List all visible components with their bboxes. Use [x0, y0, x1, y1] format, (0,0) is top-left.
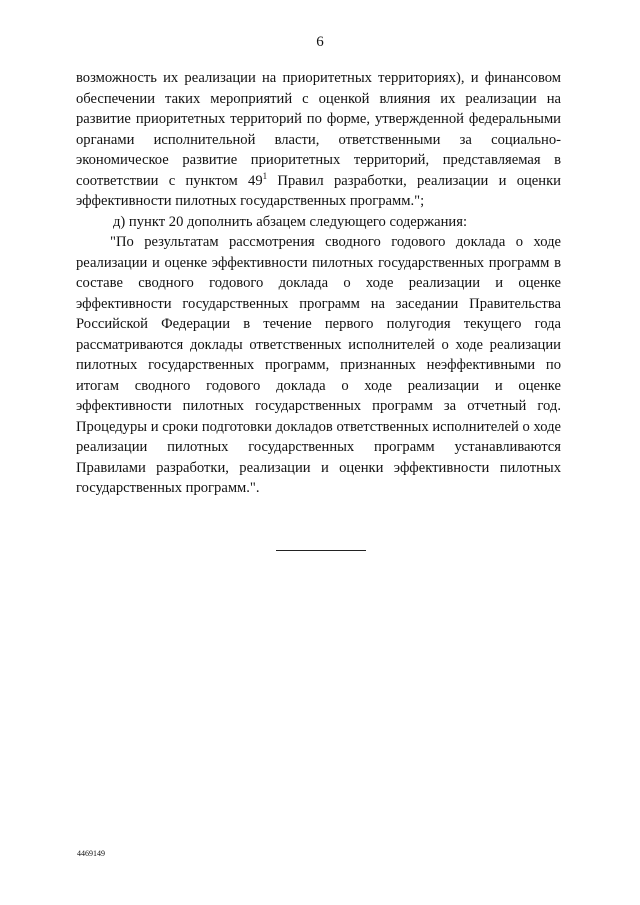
- paragraph-continuation-tail: Правил разработки, реализации и оценки эффективности пилотных государственных программ.";: [76, 172, 561, 209]
- paragraph-item-d: д) пункт 20 дополнить абзацем следующего содержания:: [113, 213, 468, 230]
- page-number: 6: [316, 34, 324, 50]
- end-separator-line: [276, 550, 366, 551]
- paragraph-continuation-text: возможность их реализации на приоритетных территориях), и финансовом обеспечении таких мероприятий с оценкой влияния их реализации на развитие приоритетных территорий по форме, утвержденной федеральными органами исполнительной власти, ответственными за социально-экономическое развитие приоритетных территорий, представляемая в соответствии с пунктом 49: [76, 70, 561, 189]
- paragraph-continuation: [76, 68, 561, 212]
- paragraph-quote: "По результатам рассмотрения сводного годового доклада о ходе реализации и оценке эффективности пилотных государственных программ в составе сводного годового доклада о ходе реализации и оценке эффективности государственных программ на заседании Правительства Российской Федерации в течение первого полугодия текущего года рассматриваются доклады ответственных исполнителей о ходе реализации пилотных государственных программ, признанных неэффективными по итогам сводного годового доклада о ходе реализации и оценке эффективности пилотных государственных программ за отчетный год. Процедуры и сроки подготовки докладов ответственных исполнителей о ходе реализации пилотных государственных программ устанавливаются Правилами разработки, реализации и оценки эффективности пилотных государственных программ.".: [76, 234, 561, 496]
- document-id: 4469149: [77, 849, 105, 858]
- footnote-superscript: 1: [262, 170, 268, 181]
- document-body: [76, 68, 561, 499]
